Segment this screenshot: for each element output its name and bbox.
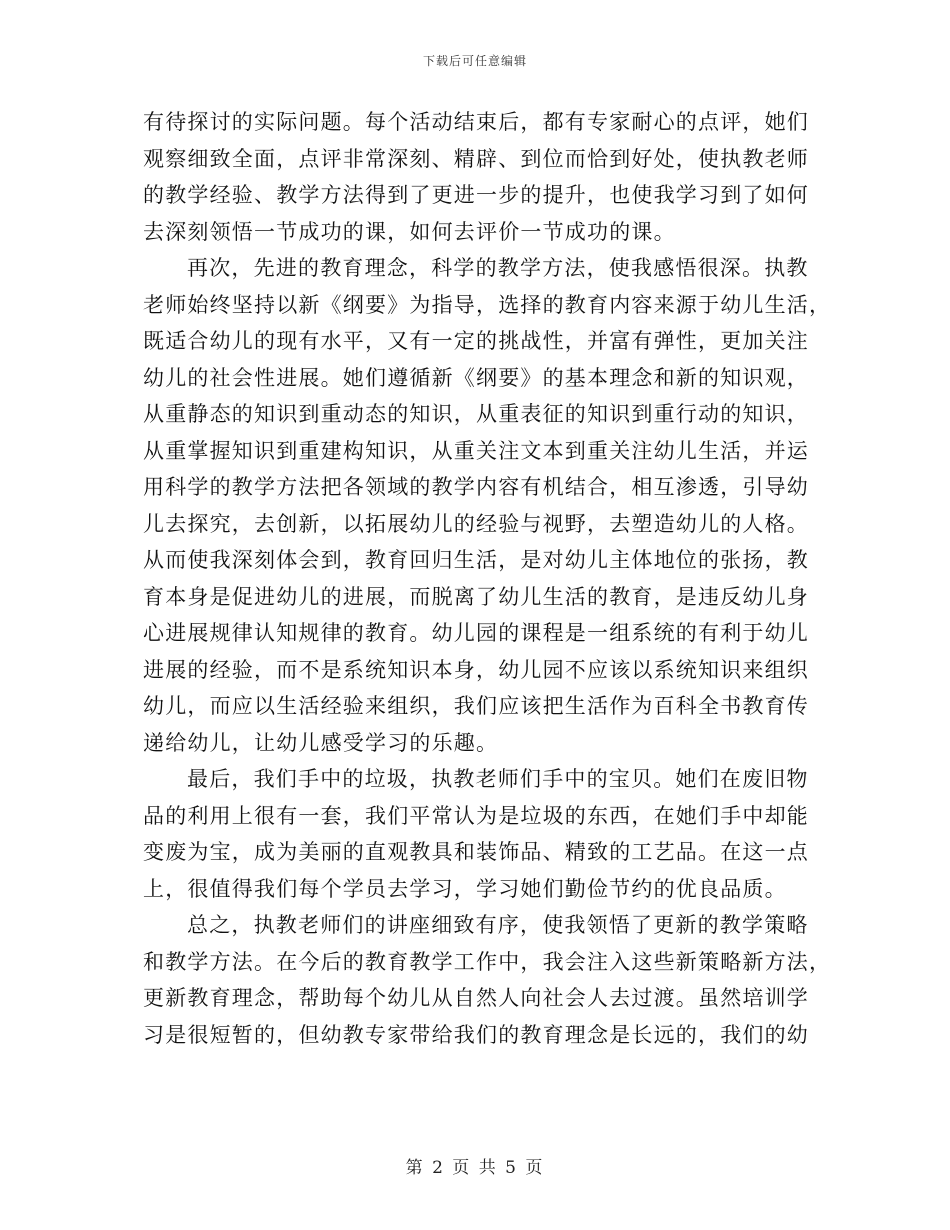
text-line: 幼儿，而应以生活经验来组织，我们应该把生活作为百科全书教育传 xyxy=(143,694,809,718)
page-number: 第 2 页 共 5 页 xyxy=(405,1158,545,1178)
text-line: 进展的经验，而不是系统知识本身，幼儿园不应该以系统知识来组织 xyxy=(143,657,809,682)
page-header: 下载后可任意编辑 xyxy=(422,54,527,68)
text-line: 有待探讨的实际问题。每个活动结束后，都有专家耐心的点评，她们 xyxy=(143,110,809,134)
text-line: 从重掌握知识到重建构知识，从重关注文本到重关注幼儿生活，并运 xyxy=(143,438,809,463)
text-line: 品的利用上很有一套，我们平常认为是垃圾的东西，在她们手中却能 xyxy=(143,803,809,828)
text-line: 的教学经验、教学方法得到了更进一步的提升，也使我学习到了如何 xyxy=(143,183,809,207)
text-line: 育本身是促进幼儿的进展，而脱离了幼儿生活的教育，是违反幼儿身 xyxy=(143,584,809,609)
paragraph-start-line: 总之，执教老师们的讲座细致有序，使我领悟了更新的教学策略 xyxy=(187,913,809,937)
text-line: 更新教育理念，帮助每个幼儿从自然人向社会人去过渡。虽然培训学 xyxy=(143,986,809,1010)
paragraph-start-line: 再次，先进的教育理念，科学的教学方法，使我感悟很深。执教 xyxy=(187,256,809,280)
paragraph-start-line: 最后，我们手中的垃圾，执教老师们手中的宝贝。她们在废旧物 xyxy=(187,767,809,791)
text-line: 变废为宝，成为美丽的直观教具和装饰品、精致的工艺品。在这一点 xyxy=(143,840,809,864)
text-line: 和教学方法。在今后的教育教学工作中，我会注入这些新策略新方法， xyxy=(143,949,832,974)
text-line: 用科学的教学方法把各领域的教学内容有机结合，相互渗透，引导幼 xyxy=(143,475,809,499)
document-body xyxy=(143,104,832,1053)
text-line: 心进展规律认知规律的教育。幼儿园的课程是一组系统的有利于幼儿 xyxy=(143,621,809,645)
text-line: 去深刻领悟一节成功的课，如何去评价一节成功的课。 xyxy=(143,219,676,244)
text-line: 幼儿的社会性进展。她们遵循新《纲要》的基本理念和新的知识观， xyxy=(143,365,809,390)
text-line: 上，很值得我们每个学员去学习，学习她们勤俭节约的优良品质。 xyxy=(143,876,787,901)
text-line: 观察细致全面，点评非常深刻、精辟、到位而恰到好处，使执教老师 xyxy=(143,146,809,171)
text-line: 老师始终坚持以新《纲要》为指导，选择的教育内容来源于幼儿生活， xyxy=(143,292,832,317)
text-line: 递给幼儿，让幼儿感受学习的乐趣。 xyxy=(143,730,499,755)
text-line: 习是很短暂的，但幼教专家带给我们的教育理念是长远的，我们的幼 xyxy=(143,1022,809,1047)
text-line: 从重静态的知识到重动态的知识，从重表征的知识到重行动的知识， xyxy=(143,402,809,426)
text-line: 从而使我深刻体会到，教育回归生活，是对幼儿主体地位的张扬，教 xyxy=(143,548,809,572)
text-line: 既适合幼儿的现有水平，又有一定的挑战性，并富有弹性，更加关注 xyxy=(143,329,809,353)
text-line: 儿去探究，去创新，以拓展幼儿的经验与视野，去塑造幼儿的人格。 xyxy=(143,511,809,536)
